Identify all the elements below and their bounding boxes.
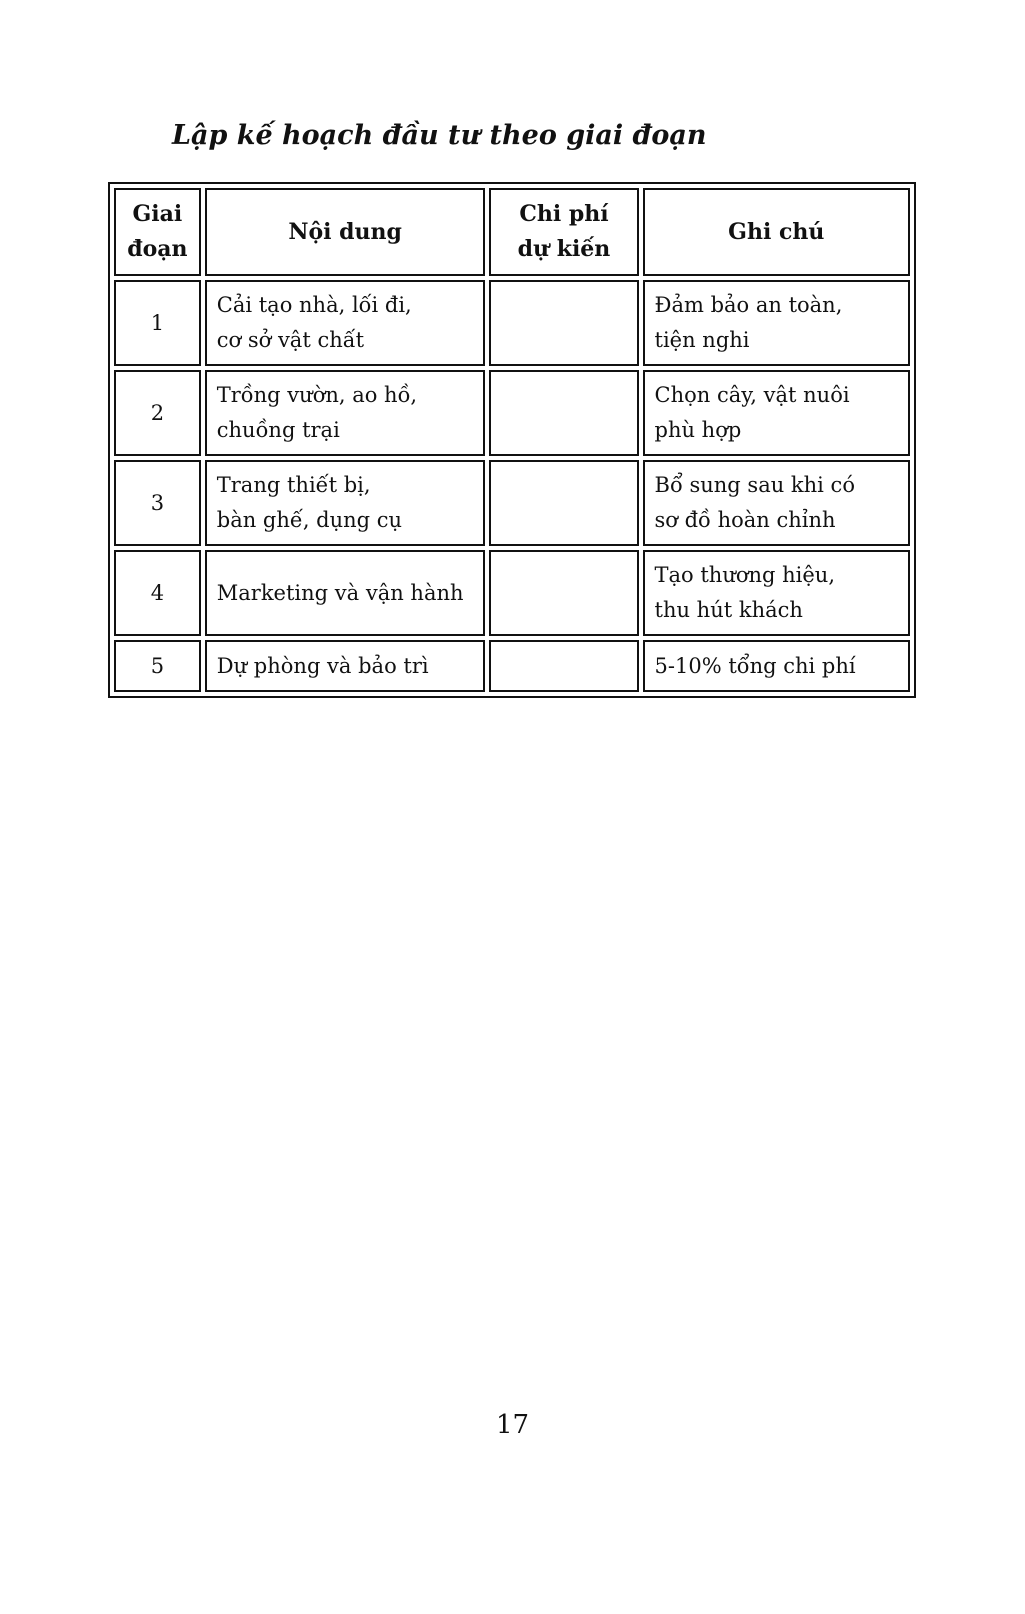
table-header-row bbox=[114, 188, 910, 276]
content-line: Cải tạo nhà, lối đi, bbox=[216, 293, 412, 317]
stage-cell: 2 bbox=[114, 370, 201, 456]
table-row bbox=[114, 280, 910, 366]
cost-cell bbox=[489, 280, 638, 366]
content-cell bbox=[205, 280, 486, 366]
note-line: sơ đồ hoàn chỉnh bbox=[654, 508, 836, 532]
cost-cell bbox=[489, 460, 638, 546]
content-line: Marketing và vận hành bbox=[216, 580, 464, 605]
header-content-line: Nội dung bbox=[288, 218, 402, 245]
cost-cell bbox=[489, 550, 638, 636]
note-cell bbox=[643, 640, 910, 692]
stage-cell: 4 bbox=[114, 550, 201, 636]
page-number: 17 bbox=[495, 1410, 530, 1440]
header-content bbox=[205, 188, 486, 276]
table-row bbox=[114, 460, 910, 546]
header-note-line: Ghi chú bbox=[728, 218, 825, 245]
note-line: 5-10% tổng chi phí bbox=[654, 653, 856, 678]
stage-cell: 1 bbox=[114, 280, 201, 366]
content-line: Dự phòng và bảo trì bbox=[216, 653, 429, 678]
content-line: cơ sở vật chất bbox=[216, 328, 365, 352]
header-stage-line: Giai bbox=[132, 201, 183, 227]
cost-cell bbox=[489, 370, 638, 456]
header-cost-line: dự kiến bbox=[517, 236, 611, 262]
content-cell bbox=[205, 640, 486, 692]
content-line: bàn ghế, dụng cụ bbox=[216, 508, 403, 532]
content-line: chuồng trại bbox=[216, 418, 340, 442]
note-line: phù hợp bbox=[654, 418, 742, 442]
note-line: Chọn cây, vật nuôi bbox=[654, 383, 850, 407]
note-line: tiện nghi bbox=[654, 328, 750, 352]
note-cell bbox=[643, 280, 910, 366]
content-cell bbox=[205, 460, 486, 546]
note-line: Tạo thương hiệu, bbox=[654, 563, 836, 587]
content-line: Trồng vườn, ao hồ, bbox=[216, 383, 418, 407]
table-row bbox=[114, 370, 910, 456]
table-row bbox=[114, 550, 910, 636]
header-cost-line: Chi phí bbox=[519, 201, 609, 227]
note-cell bbox=[643, 550, 910, 636]
header-note bbox=[643, 188, 910, 276]
note-line: Bổ sung sau khi có bbox=[654, 473, 855, 497]
stage-cell: 5 bbox=[114, 640, 201, 692]
note-line: thu hút khách bbox=[654, 598, 803, 622]
content-line: Trang thiết bị, bbox=[216, 473, 371, 497]
note-cell bbox=[643, 460, 910, 546]
cost-cell bbox=[489, 640, 638, 692]
header-stage-line: đoạn bbox=[127, 236, 188, 262]
note-cell bbox=[643, 370, 910, 456]
table-row bbox=[114, 640, 910, 692]
content-cell bbox=[205, 370, 486, 456]
content-cell bbox=[205, 550, 486, 636]
header-stage bbox=[114, 188, 201, 276]
note-line: Đảm bảo an toàn, bbox=[654, 293, 843, 317]
investment-plan-table bbox=[108, 182, 916, 698]
stage-cell: 3 bbox=[114, 460, 201, 546]
header-cost bbox=[489, 188, 638, 276]
page-title: Lập kế hoạch đầu tư theo giai đoạn bbox=[172, 120, 707, 151]
